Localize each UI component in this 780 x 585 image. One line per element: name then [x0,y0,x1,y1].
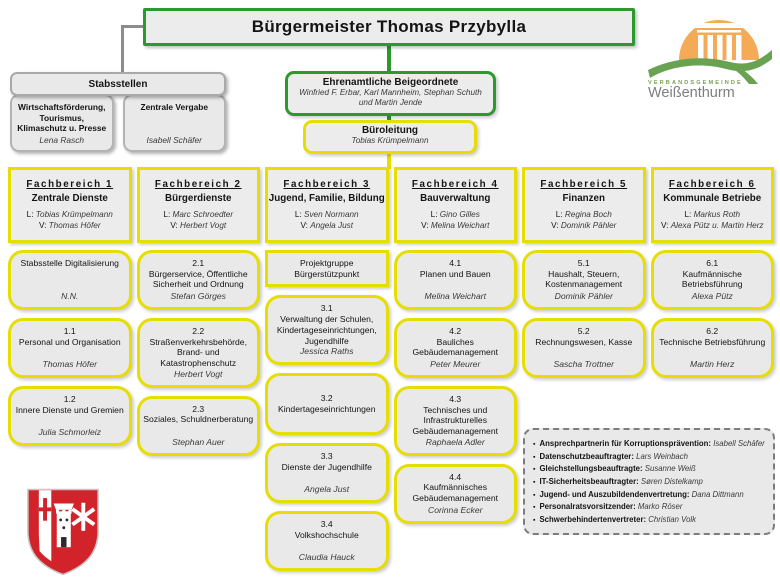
org-box-number: 6.1 [706,258,719,268]
officer-item [533,489,767,502]
org-box-name: Jessica Raths [300,346,354,357]
org-box-number: 3.3 [320,451,333,462]
fachbereich-column [651,250,775,378]
officer-name: Lars Weinbach [636,451,688,461]
fachbereich-deputy-name: Alexa Pütz u. Martin Herz [670,220,764,230]
fachbereich-leader-name: Markus Roth [693,210,741,219]
fachbereich-header [137,167,261,243]
fachbereich-leader-name: Gino Gilles [439,210,480,219]
org-box-title: Kaufmännisches Gebäudemanagement [412,482,499,504]
officer-label: Datenschutzbeauftragter: [539,451,634,461]
role-prefix: L: [294,210,302,219]
org-box-name: Alexa Pütz [691,291,733,302]
fachbereich-leadership [140,210,258,231]
org-box [394,464,518,524]
fachbereich-number: Fachbereich 3 [283,179,371,190]
org-box-text [527,326,641,347]
fachbereich-deputy-name: Melina Weichart [430,220,490,230]
officer-item [533,514,767,527]
stabsstellen-boxes [10,94,226,152]
officer-item [533,451,767,464]
org-box [137,250,261,310]
fachbereich-deputy [656,221,770,232]
fachbereich-title: Kommunale Betriebe [663,193,762,204]
bullet-icon: ▪ [533,453,536,461]
org-box-title: Kindertageseinrichtungen [278,404,376,415]
org-box-number: 1.2 [63,394,76,404]
officer-label: Schwerbehindertenvertreter: [539,514,647,524]
connector-title-to-beigeordnete [387,45,391,73]
bueroleitung-box [303,120,477,154]
officer-name: Søren Distelkamp [640,476,703,486]
officer-label: Ansprechpartnerin für Korruptionsprävention: [539,439,712,448]
role-prefix: L: [684,210,692,219]
org-box-text [13,258,127,269]
fachbereich-leadership [525,210,643,231]
org-box-number: 3.1 [320,303,333,314]
officer-text [539,451,688,464]
fachbereich-deputy [399,221,513,232]
logo-graphic [646,6,774,100]
officers-box [523,428,775,535]
org-box [8,386,132,446]
org-box-title: Technische Betriebsführung [659,336,766,347]
org-box-name: Stephan Auer [172,436,225,447]
officer-name: Dana Dittmann [691,489,744,499]
fachbereich-header [8,167,132,243]
org-box-name: Herbert Vogt [174,368,223,379]
officer-text [539,438,764,451]
role-prefix: V: [170,220,178,230]
fachbereich-leader [527,210,641,221]
officer-text [539,489,743,502]
org-box-name: Dominik Pähler [554,291,613,302]
role-prefix: V: [421,220,429,230]
org-box [651,318,775,378]
fachbereich-deputy-name: Angela Just [310,220,353,230]
fachbereich-header [265,167,389,243]
org-box-name: N.N. [61,291,79,302]
org-box-text [13,326,127,347]
fachbereich-deputy [270,221,384,232]
fachbereich-deputy [13,221,127,232]
org-box-title: Planen und Bauen [419,268,491,279]
bueroleitung-name: Tobias Krümpelmann [351,136,429,145]
fachbereich-title: Bürgerdienste [165,193,232,204]
org-box-title: Rechnungswesen, Kasse [535,336,633,347]
org-box [265,511,389,571]
fachbereich-leader [142,210,256,221]
role-prefix: L: [26,210,34,219]
officer-text [539,463,695,476]
org-box-text [399,472,513,504]
fachbereich-header [651,167,775,243]
org-box-text [270,258,384,279]
coat-of-arms [24,487,102,577]
org-box-number: 5.2 [577,326,590,336]
org-box [265,295,389,365]
fachbereich-deputy-name: Herbert Vogt [180,220,227,230]
fachbereich-column [137,250,261,456]
officer-text [539,501,682,514]
org-box [522,318,646,378]
org-box-title: Haushalt, Steuern, Kostenmanagement [545,268,623,290]
role-prefix: L: [163,210,171,219]
org-box-name: Julia Schmorleiz [38,427,102,438]
fachbereich-column [8,250,132,446]
officer-name: Susanne Weiß [644,464,696,474]
org-box-number: 4.1 [449,258,462,268]
fachbereich-deputy [527,221,641,232]
org-box-number: 4.2 [449,326,462,336]
beigeordnete-title: Ehrenamtliche Beigeordnete [322,77,459,88]
org-box [651,250,775,310]
org-box-text [399,394,513,437]
org-box-text [142,326,256,369]
fachbereich-leader [399,210,513,221]
logo-org-type: VERBANDSGEMEINDE [648,80,743,86]
coat-of-arms-icon [24,487,102,577]
stabsstellen-box [10,94,114,152]
fachbereich-leader-name: Sven Normann [304,210,359,219]
fachbereich-leader-name: Tobias Krümpelmann [35,210,113,219]
fachbereich-header [522,167,646,243]
beigeordnete-box [285,71,496,116]
org-box-number: 4.3 [449,394,462,404]
fachbereich-leader [270,210,384,221]
fachbereich-deputy-name: Thomas Höfer [48,220,101,230]
officer-text [539,476,702,489]
org-box-title: Stabsstelle Digitalisierung [20,258,119,268]
org-box-name: Martin Herz [690,359,735,370]
org-box-title: Personal und Organisation [18,336,121,347]
fachbereich-column [522,250,646,378]
fachbereich-number: Fachbereich 2 [154,179,242,190]
org-box-title: Technisches und Infrastrukturelles Gebäudemanagement [412,404,499,437]
fachbereich-title: Bauverwaltung [420,193,491,204]
org-box [265,373,389,435]
verbandsgemeinde-logo [646,6,774,100]
fachbereich-leadership [11,210,129,231]
officer-label: Personalratsvorsitzender: [539,502,636,512]
fachbereich-leadership [268,210,386,231]
stabsstellen-box-name: Isabell Schäfer [146,134,202,145]
stabsstellen-box [123,94,227,152]
org-box-text [270,393,384,414]
org-box [8,250,132,310]
org-box-number: 2.2 [192,326,205,336]
org-box [394,318,518,378]
bullet-icon: ▪ [533,504,536,512]
org-box [137,396,261,456]
officer-item [533,463,767,476]
org-box-title: Verwaltung der Schulen, Kindertageseinrichtungen, Jugendhilfe [276,314,377,346]
org-box-title: Kaufmännische Betriebsführung [681,268,743,290]
org-box-text [656,326,770,347]
org-box-text [270,303,384,346]
org-box-number: 1.1 [63,326,76,336]
org-box [265,443,389,503]
officer-label: Gleichstellungsbeauftragte: [539,464,643,474]
connector-stabsstellen-vertical [121,25,124,73]
fachbereich-header-row [8,167,774,243]
role-prefix: V: [38,220,47,230]
role-prefix: L: [555,210,563,219]
bullet-icon: ▪ [533,491,536,499]
bullet-icon: ▪ [533,466,536,474]
org-box-title: Volkshochschule [294,529,359,540]
officer-name: Isabell Schäfer [713,439,765,448]
fachbereich-column [394,250,518,524]
stabsstellen-group [10,72,226,152]
org-box-name: Claudia Hauck [298,552,355,563]
org-box-name: Raphaela Adler [425,436,485,447]
officer-item [533,501,767,514]
bullet-icon: ▪ [533,516,536,524]
logo-org-name: Weißenthurm [648,85,735,100]
role-prefix: V: [551,220,559,230]
fachbereich-deputy-name: Dominik Pähler [560,220,617,230]
org-box-title: Straßenverkehrsbehörde, Brand- und Katastrophenschutz [149,336,247,369]
fachbereich-leadership [654,210,772,231]
page-title: Bürgermeister Thomas Przybylla [143,8,635,46]
fachbereich-number: Fachbereich 6 [668,179,756,190]
officer-label: Jugend- und Auszubildendenvertretung: [539,489,690,499]
org-box-title: Bürgerservice, Öffentliche Sicherheit und Ordnung [148,268,248,290]
org-box-text [142,258,256,290]
org-box-number: 2.1 [192,258,205,268]
org-box-name: Corinna Ecker [428,504,483,515]
org-box [394,386,518,456]
org-box-title: Dienste der Jugendhilfe [281,461,372,472]
role-prefix: V: [660,220,669,230]
bullet-icon: ▪ [533,441,536,448]
org-box [394,250,518,310]
fachbereich-header [394,167,518,243]
org-box-number: 2.3 [192,403,205,414]
org-box-text [13,394,127,415]
org-box-number: 3.4 [320,519,333,530]
beigeordnete-names: Winfried F. Erbar, Karl Mannheim, Stephan Schuth und Martin Jende [299,88,482,108]
fachbereich-leader-name: Regina Boch [564,210,612,219]
org-box-text [527,258,641,290]
org-box [137,318,261,388]
officer-item [533,476,767,489]
fachbereich-leader [13,210,127,221]
org-box [522,250,646,310]
org-box-text [656,258,770,290]
stabsstellen-box-title: Wirtschaftsförderung, Tourismus, Klimaschutz u. Presse [17,102,107,133]
fachbereich-number: Fachbereich 5 [540,179,628,190]
fachbereich-deputy [142,221,256,232]
org-box [265,250,389,287]
officer-name: Marko Röser [637,502,683,512]
org-box-text [142,404,256,425]
org-box-text [399,258,513,279]
org-box-name: Sascha Trottner [553,359,614,370]
stabsstellen-header: Stabsstellen [10,72,226,96]
org-box [8,318,132,378]
fachbereich-leader-name: Marc Schroedter [172,210,234,219]
role-prefix: V: [300,220,308,230]
bueroleitung-title: Büroleitung [361,125,419,136]
fachbereich-title: Jugend, Familie, Bildung [268,193,385,204]
officer-item [533,438,767,451]
org-box-text [270,451,384,472]
org-box-title: Projektgruppe Bürgerstützpunkt [294,258,360,279]
stabsstellen-box-title: Zentrale Vergabe [140,102,208,112]
org-box-title: Innere Dienste und Gremien [15,404,124,415]
fachbereich-number: Fachbereich 4 [411,179,499,190]
fachbereich-title: Finanzen [562,193,605,204]
org-box-name: Melina Weichart [424,291,486,302]
bullet-icon: ▪ [533,478,536,486]
org-box-title: Soziales, Schuldnerberatung [143,414,254,425]
officer-text [539,514,696,527]
fachbereich-column [265,250,389,571]
org-box-name: Stefan Görges [170,291,226,302]
org-box-text [399,326,513,358]
fachbereich-leader [656,210,770,221]
connector-stabsstellen-horizontal [121,25,144,28]
org-box-name: Peter Meurer [430,359,481,370]
org-box-number: 6.2 [706,326,719,336]
officer-name: Christian Volk [648,514,697,524]
fachbereich-number: Fachbereich 1 [26,179,114,190]
org-box-name: Angela Just [304,484,350,495]
org-box-number: 5.1 [577,258,590,268]
org-box-number: 3.2 [320,393,333,404]
officer-label: IT-Sicherheitsbeauftragter: [539,476,639,486]
fachbereich-leadership [397,210,515,231]
org-box-text [270,519,384,540]
fachbereich-title: Zentrale Dienste [31,193,108,204]
org-box-name: Thomas Höfer [42,359,97,370]
role-prefix: L: [430,210,438,219]
org-box-number: 4.4 [449,471,462,482]
org-box-title: Bauliches Gebäudemanagement [412,336,499,358]
stabsstellen-box-name: Lena Rasch [39,134,85,145]
